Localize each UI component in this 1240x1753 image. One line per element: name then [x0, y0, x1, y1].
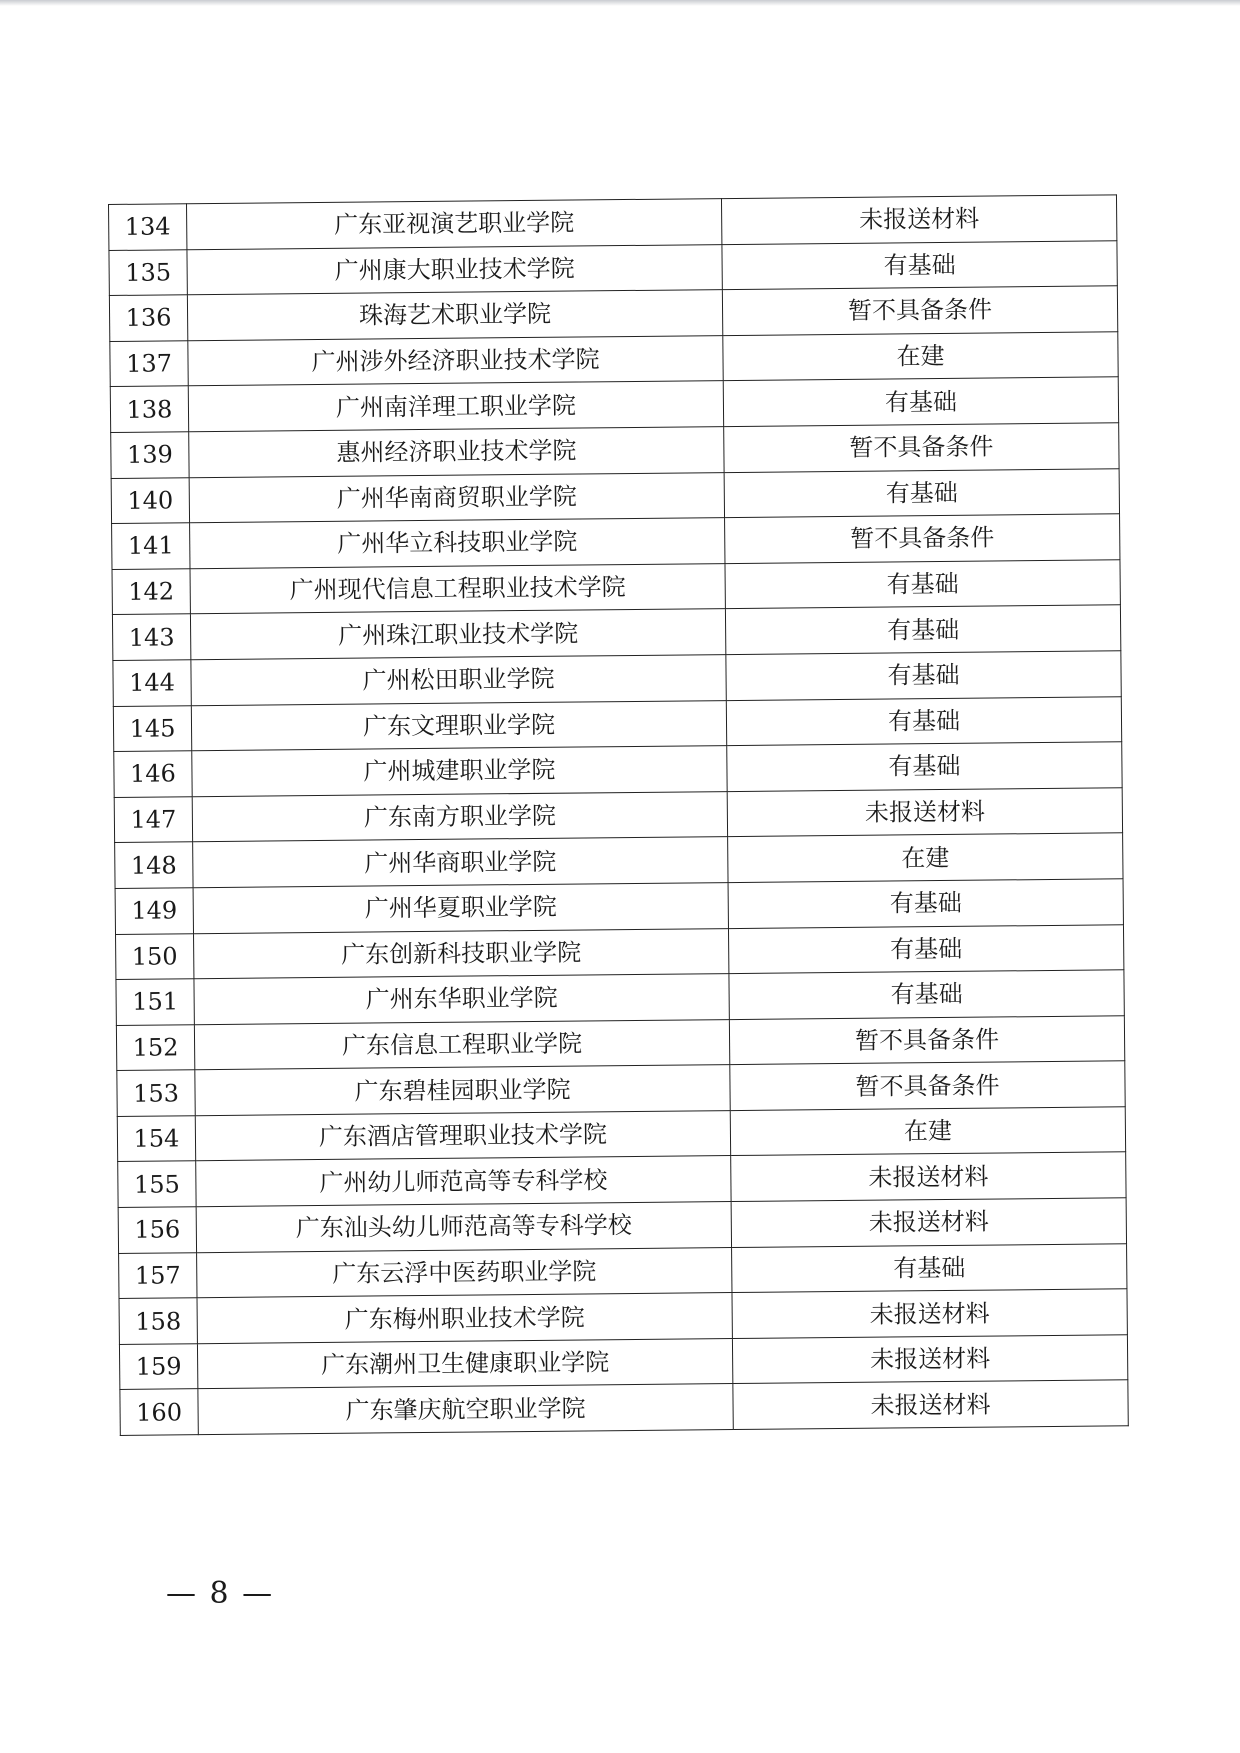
scan-top-edge	[0, 0, 1240, 6]
status-cell: 有基础	[728, 879, 1123, 928]
row-number-cell: 136	[109, 295, 187, 341]
row-number-cell: 153	[117, 1070, 195, 1116]
status-cell: 未报送材料	[733, 1380, 1128, 1429]
institution-name-cell: 广州华商职业学院	[193, 837, 728, 888]
status-cell: 未报送材料	[721, 195, 1116, 244]
status-cell: 未报送材料	[727, 788, 1122, 837]
status-cell: 未报送材料	[731, 1198, 1126, 1247]
status-cell: 有基础	[726, 651, 1121, 700]
institution-name-cell: 广东信息工程职业学院	[194, 1019, 729, 1070]
institution-name-cell: 广州现代信息工程职业技术学院	[190, 563, 725, 614]
status-cell: 未报送材料	[731, 1152, 1126, 1201]
row-number-cell: 154	[117, 1116, 195, 1162]
institution-name-cell: 广州涉外经济职业技术学院	[188, 335, 723, 386]
institution-name-cell: 广东创新科技职业学院	[194, 928, 729, 979]
institution-name-cell: 惠州经济职业技术学院	[189, 427, 724, 478]
row-number-cell: 155	[118, 1161, 196, 1207]
row-number-cell: 145	[113, 705, 191, 751]
institution-name-cell: 广东汕头幼儿师范高等专科学校	[196, 1202, 731, 1253]
row-number-cell: 134	[109, 204, 187, 250]
status-cell: 未报送材料	[732, 1335, 1127, 1384]
row-number-cell: 143	[112, 614, 190, 660]
institution-name-cell: 广东亚视演艺职业学院	[187, 199, 722, 250]
table-row	[120, 1380, 1128, 1435]
status-cell: 暂不具备条件	[729, 1015, 1124, 1064]
institution-name-cell: 广东酒店管理职业技术学院	[195, 1110, 730, 1161]
status-cell: 有基础	[728, 924, 1123, 973]
status-cell: 有基础	[722, 240, 1117, 289]
institution-name-cell: 广州康大职业技术学院	[187, 244, 722, 295]
institution-name-cell: 广东南方职业学院	[192, 791, 727, 842]
row-number-cell: 140	[111, 477, 189, 523]
row-number-cell: 160	[120, 1389, 198, 1435]
institution-name-cell: 广州珠江职业技术学院	[190, 609, 725, 660]
status-cell: 有基础	[726, 696, 1121, 745]
status-cell: 有基础	[729, 970, 1124, 1019]
institution-name-cell: 广东肇庆航空职业学院	[198, 1384, 733, 1435]
institution-name-cell: 广州南洋理工职业学院	[188, 381, 723, 432]
row-number-cell: 141	[112, 523, 190, 569]
page-number: — 8 —	[166, 1576, 275, 1611]
status-cell: 有基础	[725, 560, 1120, 609]
status-cell: 有基础	[723, 377, 1118, 426]
row-number-cell: 139	[111, 432, 189, 478]
status-cell: 有基础	[732, 1243, 1127, 1292]
row-number-cell: 157	[119, 1252, 197, 1298]
institution-name-cell: 广州东华职业学院	[194, 974, 729, 1025]
institution-name-cell: 广东潮州卫生健康职业学院	[197, 1338, 732, 1389]
row-number-cell: 144	[113, 660, 191, 706]
row-number-cell: 148	[115, 842, 193, 888]
row-number-cell: 137	[110, 341, 188, 387]
row-number-cell: 150	[116, 933, 194, 979]
status-cell: 在建	[730, 1107, 1125, 1156]
status-cell: 未报送材料	[732, 1289, 1127, 1338]
institution-name-cell: 广州幼儿师范高等专科学校	[196, 1156, 731, 1207]
row-number-cell: 156	[118, 1207, 196, 1253]
institution-name-cell: 广州华南商贸职业学院	[189, 472, 724, 523]
institution-name-cell: 广州松田职业学院	[191, 655, 726, 706]
row-number-cell: 138	[110, 386, 188, 432]
row-number-cell: 151	[116, 979, 194, 1025]
institution-name-cell: 广东云浮中医药职业学院	[197, 1247, 732, 1298]
institution-status-table	[108, 194, 1129, 1436]
status-cell: 有基础	[727, 742, 1122, 791]
status-cell: 暂不具备条件	[725, 514, 1120, 563]
row-number-cell: 149	[115, 888, 193, 934]
status-cell: 暂不具备条件	[730, 1061, 1125, 1110]
institution-name-cell: 广东碧桂园职业学院	[195, 1065, 730, 1116]
status-cell: 暂不具备条件	[722, 286, 1117, 335]
row-number-cell: 142	[112, 568, 190, 614]
status-cell: 有基础	[724, 468, 1119, 517]
status-cell: 暂不具备条件	[724, 423, 1119, 472]
row-number-cell: 146	[114, 751, 192, 797]
institution-name-cell: 广州华立科技职业学院	[190, 518, 725, 569]
row-number-cell: 147	[114, 796, 192, 842]
institution-name-cell: 广东文理职业学院	[191, 700, 726, 751]
institution-name-cell: 广州城建职业学院	[192, 746, 727, 797]
table-body	[109, 195, 1129, 1436]
institution-name-cell: 广州华夏职业学院	[193, 882, 728, 933]
institution-name-cell: 广东梅州职业技术学院	[197, 1293, 732, 1344]
status-cell: 在建	[728, 833, 1123, 882]
status-cell: 在建	[723, 332, 1118, 381]
institution-name-cell: 珠海艺术职业学院	[187, 290, 722, 341]
status-cell: 有基础	[725, 605, 1120, 654]
row-number-cell: 158	[119, 1298, 197, 1344]
row-number-cell: 135	[109, 249, 187, 295]
row-number-cell: 159	[119, 1344, 197, 1390]
row-number-cell: 152	[116, 1024, 194, 1070]
